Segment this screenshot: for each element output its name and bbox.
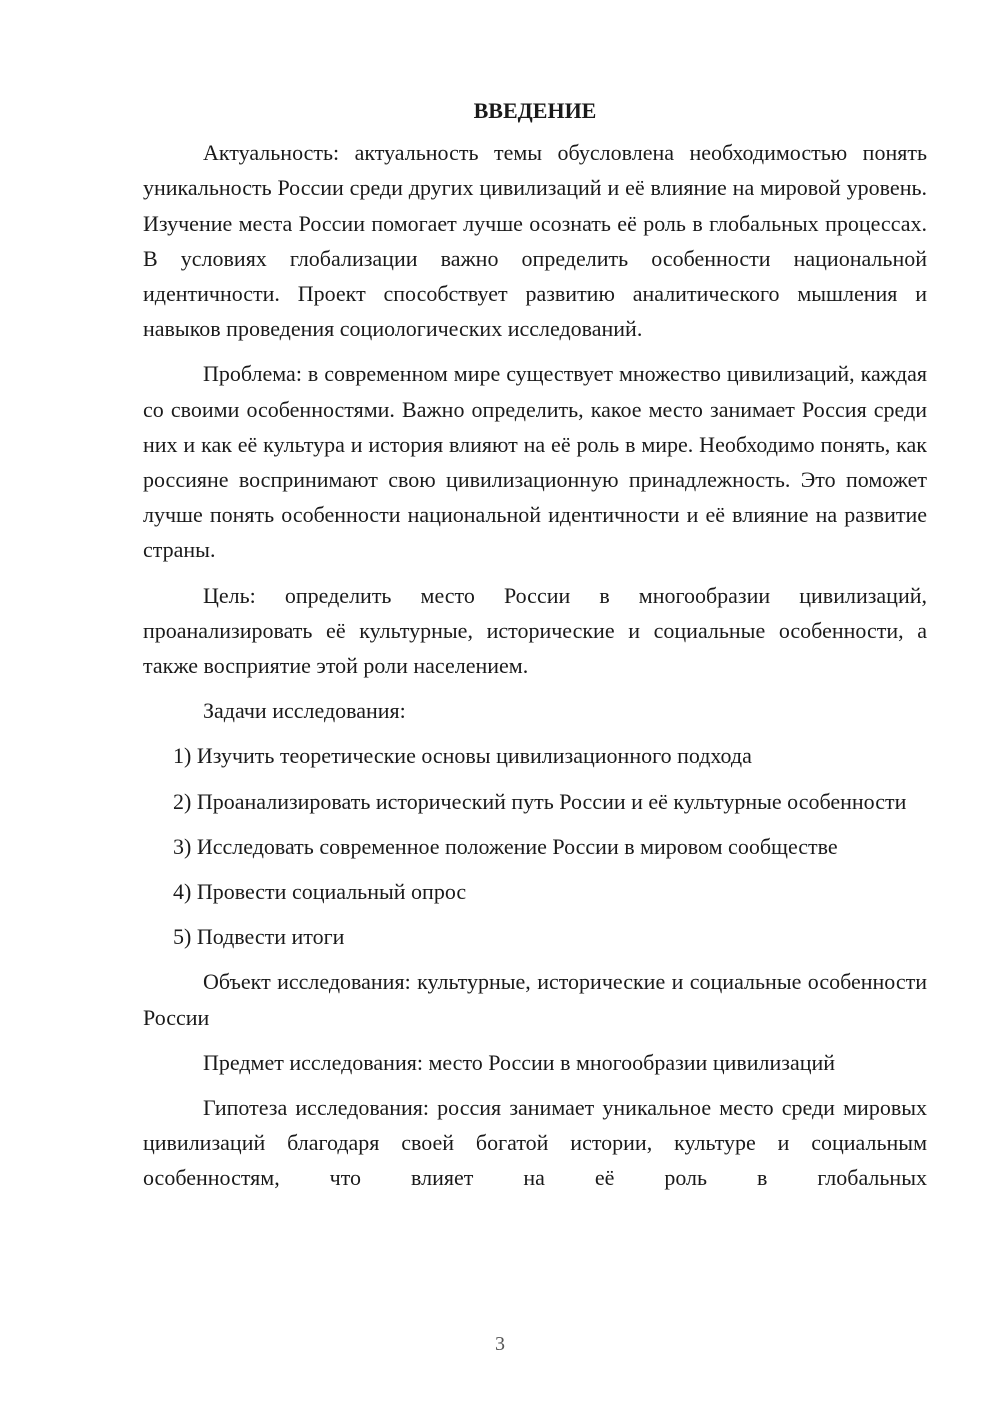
- tasks-heading: Задачи исследования:: [203, 698, 406, 724]
- paragraph-relevance: Актуальность: актуальность темы обусловлена необходимостью понять уникальность России среди других цивилизаций и её влияние на мировой уровень. Изучение места России помогает лучше осознать её роль в глобальных процессах. В условиях глобализации важно определить особенности национальной идентичности. Проект способствует развитию аналитического мышления и навыков проведения социологических исследований.: [143, 140, 927, 342]
- paragraph-goal: Цель: определить место России в многообразии цивилизаций, проанализировать её культурные, исторические и социальные особенности, а также восприятие этой роли населением.: [143, 582, 927, 679]
- paragraph-problem: Проблема: в современном мире существует множество цивилизаций, каждая со своими особенностями. Важно определить, какое место занимает Россия среди них и как её культура и история влияют на её роль в мире. Необходимо понять, как россияне воспринимают свою цивилизационную принадлежность. Это поможет лучше понять особенности национальной идентичности и её влияние на развитие страны.: [143, 361, 927, 563]
- list-item: 2) Проанализировать исторический путь России и её культурные особенности: [173, 788, 907, 814]
- paragraph-hypothesis: Гипотеза исследования: россия занимает уникальное место среди мировых цивилизаций благодаря своей богатой истории, культуре и социальным особенностям, что влияет на её роль в глобальных: [143, 1095, 927, 1191]
- list-item: 4) Провести социальный опрос: [173, 879, 467, 905]
- list-item: 5) Подвести итоги: [173, 924, 345, 950]
- list-item: 1) Изучить теоретические основы цивилизационного подхода: [173, 743, 752, 769]
- paragraph-object: Объект исследования: культурные, исторические и социальные особенности России: [143, 969, 927, 1030]
- paragraph-subject: Предмет исследования: место России в многообразии цивилизаций: [203, 1049, 836, 1075]
- page-content: [143, 93, 927, 1206]
- page-number: 3: [495, 1333, 505, 1355]
- list-item: 3) Исследовать современное положение России в мировом сообществе: [173, 833, 838, 859]
- page-title: ВВЕДЕНИЕ: [473, 98, 597, 123]
